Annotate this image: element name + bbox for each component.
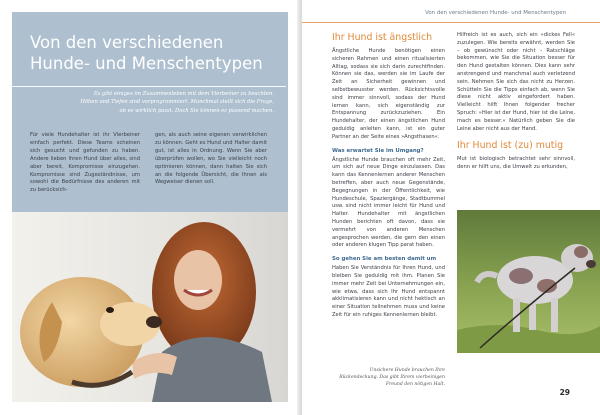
australian-shepherd-on-grass-icon xyxy=(457,210,600,353)
heading-brave-dog: Ihr Hund ist (zu) mutig xyxy=(457,140,564,152)
chapter-title: Von den verschiedenen Hunde- und Menschentypen xyxy=(30,33,263,73)
woman-with-golden-retriever-icon xyxy=(12,212,288,402)
heading-anxious-dog: Ihr Hund ist ängstlich xyxy=(332,32,433,43)
paragraph: Ängstliche Hunde benötigen einen sicheren Rahmen und einen ritualisierten Alltag, sodass sie sich darin zurechtfinden. Können sie das, werden sie im Laufe der Zeit an Sicherheit gewinnen und selbstbewusster werden. Rücksichtsvolle sind immer sinnvoll, sodass der Hund lernen kann, sich eigenständig zur Entspannung zurückzuziehen. Ein Hundehalter, der einen ängstlichen Hund geduldig anleiten kann, ist ein guter Partner an der Seite eines »Angsthasen«. xyxy=(332,48,445,140)
left-body-column-1: Für viele Hundehalter ist ihr Vierbeiner einfach perfekt. Diese Teams scheinen sich gesucht und gefunden zu haben. Andere lieben ihren Hund über alles, sind aber bereit, Kompromisse einzugehen. Kompromisse sind Zugeständnisse, um sowohl die Bedürfnisse des anderen mit zu berücksich- xyxy=(30,132,140,194)
intro-text: Es gibt einiges im Zusammenleben mit dem Vierbeiner zu beachten. Höhen und Tiefen sind vorprogrammiert. Manchmal stellt sich die Frage, ob es wirklich passt. Doch Sie können es passend machen. xyxy=(80,91,274,114)
subheading-how-to-handle: So gehen Sie am besten damit um xyxy=(332,256,437,263)
woman-with-dog-photo xyxy=(12,212,288,402)
australian-shepherd-photo xyxy=(457,210,600,353)
paragraph: Hilfreich ist es auch, sich ein »dickes Fell« zuzulegen. Wie bereits erwähnt, werden Sie – ob gewünscht oder nicht – Ratschläge bekommen, wie Sie die Situation besser für den Hund gestalten können. Dies kann sehr anstrengend und manchmal auch verletzend sein. Nehmen Sie sich das nicht zu Herzen. Schütteln Sie die Tipps einfach ab, wenn Sie diese nicht aktiv eingefordert haben. Vielleicht hilft Ihnen folgender frecher Spruch: »Hier ist der Hund, hier ist die Leine, mach es besser.« Natürlich geben Sie die Leine aber nicht aus der Hand. xyxy=(457,32,575,132)
paragraph: Haben Sie Verständnis für Ihren Hund, und bleiben Sie geduldig mit ihm. Planen Sie immer mehr Zeit bei Unternehmungen ein, wie etwa, dass sich Ihr Hund entspannt akklimatisieren kann und nicht hektisch an einer Situation teilnehmen muss und keine Zeit für ein ruhiges Kennenlernen bleibt. xyxy=(332,265,445,318)
header-divider xyxy=(302,22,600,23)
title-divider xyxy=(12,86,286,87)
right-column-1 xyxy=(332,32,445,320)
paragraph: Mut ist biologisch betrachtet sehr sinnvoll, denn er hilft uns, die Umwelt zu erkunden, xyxy=(457,156,575,171)
running-head: Von den verschiedenen Hunde- und Menschentypen xyxy=(425,10,566,16)
right-column-2 xyxy=(457,32,575,172)
left-body-column-2: gen, als auch seine eigenen verwirklichen zu können. Geht es Hund und Halter damit gut, ist alles in Ordnung. Wenn Sie aber überprüfen wollen, wo Sie vielleicht noch optimieren können, dann halten Sie sich an die folgende Übersicht, die Ihnen als Wegweiser dienen soll. xyxy=(155,132,267,186)
subheading-expectations: Was erwartet Sie im Umgang? xyxy=(332,147,424,154)
paragraph: Ängstliche Hunde brauchen oft mehr Zeit, um sich auf neue Dinge einzulassen. Das kann das Kennenlernen anderer Menschen betreffen, aber auch neue Gegenstände, Begegnungen in der Öffentlichkeit, wie Hundeschule, Spaziergänge, Stadtbummel usw. sind nicht immer leicht für Hund und Halter. Hundehalter mit ängstlichen Hunden berichten oft davon, dass sie vermehrt von anderen Menschen angesprochen werden, die gern den einen oder anderen klugen Tipp parat haben. xyxy=(332,156,445,249)
page-number: 29 xyxy=(559,388,570,397)
photo-caption: Unsichere Hunde brauchen Ihre Rückendeckung. Das gibt Ihrem vierbeinigen Freund den nötigen Halt. xyxy=(339,368,445,387)
